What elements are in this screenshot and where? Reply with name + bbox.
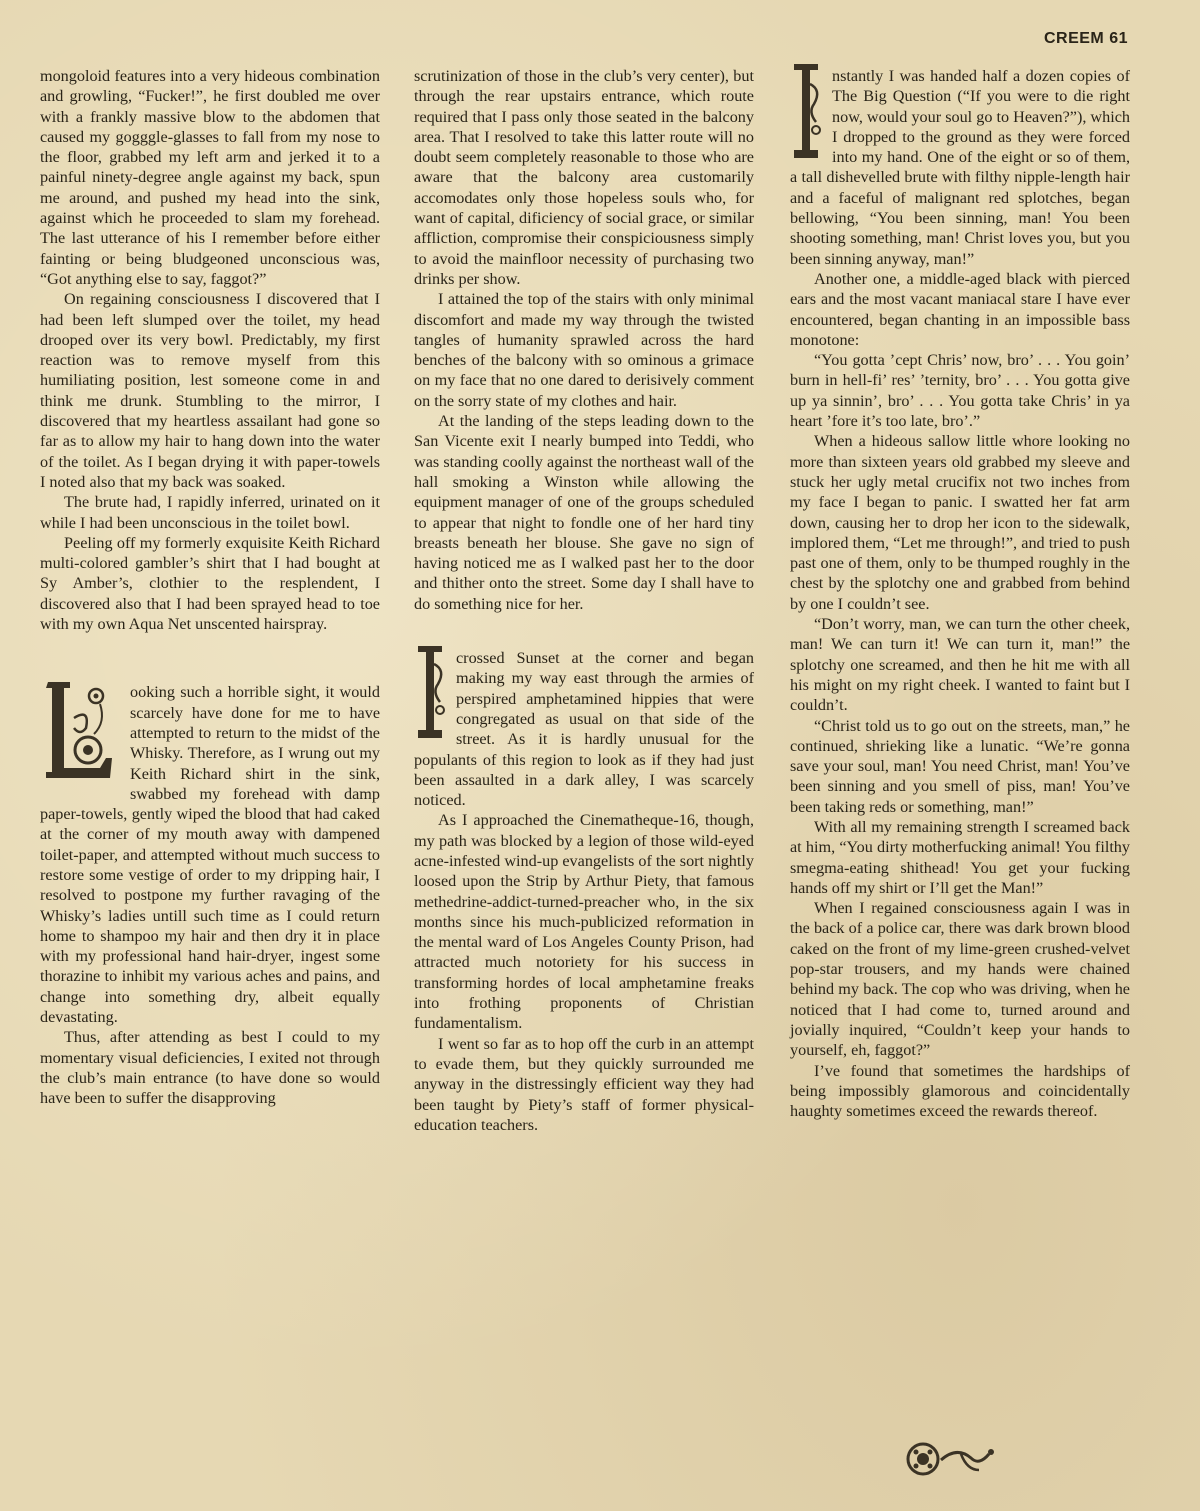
drop-cap-i-icon	[790, 62, 824, 160]
page-header: CREEM 61	[1043, 30, 1128, 47]
body-paragraph: Peeling off my formerly exquisite Keith Richard multi-colored gambler’s shirt that I had bought at Sy Amber’s, clothier to the resplendent, I discovered also that I had been sprayed head to toe with my own Aqua Net unscented hairspray.	[40, 533, 380, 634]
body-paragraph: “Christ told us to go out on the streets, man,” he continued, shrieking like a lunatic. “We’re gonna save your soul, man! You need Christ, man! You’ve been sinning and you smell of piss, man! You’ve been taking reds or something, man!”	[790, 716, 1130, 816]
lead-text: crossed Sunset at the corner and began making my way east through the armies of perspired amphetamined hippies that were congregated as usual on that side of the street. As it is hardly unusual for the populants of this region to look as if they had just been assaulted in a dark alley, I was scarcely noticed.	[414, 649, 754, 810]
body-paragraph: “Don’t worry, man, we can turn the other cheek, man! We can turn it! We can turn it, man!” the splotchy one screamed, and then he hit me with all his might on my right cheek. I wanted to faint but I couldn’t.	[790, 615, 1130, 715]
section-i-2	[414, 648, 754, 1135]
body-paragraph: When a hideous sallow little whore looking no more than sixteen years old grabbed my sleeve and stuck her ugly metal crucifix not two inches from my face I began to panic. I swatted her fat arm down, causing her to drop her icon to the sidewalk, implored them, “Let me through!”, and tried to push past one of them, only to be thumped roughly in the chest by the splotchy one and grabbed from behind by one I couldn’t see.	[790, 432, 1130, 613]
drop-cap-i-ornament	[414, 644, 448, 740]
body-paragraph: “You gotta ’cept Chris’ now, bro’ . . . You goin’ burn in hell-fi’ res’ ’ternity, bro’ . . . You gotta give up ya sinnin’, bro’ . . . You gotta take Chris’ in ya heart ’fore it’s too late, bro’.”	[790, 351, 1130, 431]
drop-cap-l-icon	[40, 678, 122, 786]
lead-text: ooking such a horrible sight, it would scarcely have done for me to have attempted to return to the midst of the Whisky. Therefore, as I wrung out my Keith Richard shirt in the sink, swabbed my forehead with damp paper-towels, gently wiped the blood that had caked at the corner of my mouth away with dampened toilet-paper, and attempted without much success to restore some vestige of order to my dripping hair, I resolved to postpone my further ravaging of the Whisky’s ladies untill such time as I could return home to shampoo my hair and then dry it in place with my professional hand hair-dryer, ingest some thorazine to inhibit my various aches and pains, and change into something dry, albeit equally devastating.	[40, 683, 380, 1027]
body-paragraph: scrutinization of those in the club’s very center), but through the rear upstairs entrance, which route required that I pass only those seated in the balcony area. That I resolved to take this latter route will no doubt seem completely reasonable to those who are aware that the balcony area customarily accomodates only those hopeless souls who, for want of capital, dificiency of social grace, or similar affliction, compromise their conspiciousness simply to avoid the mainfloor necessity of purchasing two drinks per show.	[414, 67, 754, 288]
body-paragraph: mongoloid features into a very hideous combination and growling, “Fucker!”, he first doubled me over with a frankly massive blow to the abdomen that caused my gogggle-glasses to fall from my nose to the floor, grabbed my left arm and jerked it to a painful ninety-degree angle against my back, spun me around, and pushed my head into the sink, against which he proceeded to slam my forehead. The last utterance of his I remember before either fainting or being bludgeoned unconscious was, “Got anything else to say, faggot?”	[40, 67, 380, 288]
body-paragraph: I’ve found that sometimes the hardships of being impossibly glamorous and coincidentally haughty sometimes exceed the rewards thereof.	[790, 1061, 1130, 1121]
section-lead-paragraph	[790, 66, 1130, 269]
column-2	[414, 66, 754, 1135]
column-1	[40, 66, 380, 1109]
drop-cap-i-ornament	[790, 62, 824, 160]
body-paragraph: When I regained consciousness again I was in the back of a police car, there was dark brown blood caked on the front of my lime-green crushed-velvet pop-star trousers, and my hands were chained behind my back. The cop who was driving, when he noticed that I had come to, turned around and jovially inquired, “Couldn’t keep your hands to yourself, eh, faggot?”	[790, 899, 1130, 1060]
body-paragraph: At the landing of the steps leading down to the San Vicente exit I nearly bumped into Teddi, who was standing coolly against the northeast wall of the hall smoking a Winston while allowing the equipment manager of one of the groups scheduled to appear that night to fondle one of her hard tiny breasts beneath her blouse. She gave no sign of having noticed me as I walked past her to the door and thither onto the street. Some day I shall have to do something nice for her.	[414, 412, 754, 613]
end-ornament-icon	[905, 1440, 997, 1478]
body-paragraph: The brute had, I rapidly inferred, urinated on it while I had been unconscious in the toilet bowl.	[40, 493, 380, 532]
body-paragraph: I went so far as to hop off the curb in an attempt to evade them, but they quickly surrounded me anyway in the distressingly efficient way they had been taught by Piety’s staff of former physical-education teachers.	[414, 1034, 754, 1134]
section-l	[40, 682, 380, 1108]
body-paragraph: On regaining consciousness I discovered that I had been left slumped over the toilet, my head drooped over its very bowl. Predictably, my first reaction was to remove myself from this humiliating position, lest someone come in and think me drunk. Stumbling to the mirror, I discovered that my heartless assailant had gone so far as to allow my hair to hang down into the water of the toilet. As I began drying it with paper-towels I noted also that my back was soaked.	[40, 290, 380, 491]
drop-cap-l-ornament	[40, 678, 122, 786]
column-3	[790, 66, 1130, 1121]
body-paragraph: Another one, a middle-aged black with pierced ears and the most vacant maniacal stare I have ever encountered, began chanting in an impossible bass monotone:	[790, 269, 1130, 349]
body-paragraph: Thus, after attending as best I could to my momentary visual deficiencies, I exited not through the club’s main entrance (to have done so would have been to suffer the disapproving	[40, 1028, 380, 1108]
lead-text: nstantly I was handed half a dozen copies of The Big Question (“If you were to die right now, would your soul go to Heaven?”), which I dropped to the ground as they were forced into my hand. One of the eight or so of them, a tall dishevelled brute with filthy nipple-length hair and a faceful of malignant red splotches, began bellowing, “You been sinning, man! You been shooting something, man! Christ loves you, but you been sinning anyway, man!”	[790, 67, 1130, 268]
body-paragraph: With all my remaining strength I screamed back at him, “You dirty motherfucking animal! You filthy smegma-eating shithead! You get your fucking hands off my shirt or I’ll get the Man!”	[790, 817, 1130, 897]
body-paragraph: I attained the top of the stairs with only minimal discomfort and made my way through the twisted tangles of humanity sprawled across the hard benches of the balcony with so ominous a grimace on my face that no one dared to derisively comment on the sorry state of my clothes and hair.	[414, 290, 754, 410]
section-lead-paragraph	[414, 648, 754, 810]
body-paragraph: As I approached the Cinematheque-16, though, my path was blocked by a legion of those wild-eyed acne-infested wind-up evangelists of the sort nightly loosed upon the Strip by Arthur Piety, that famous methedrine-addict-turned-preacher who, in the six months since his much-publicized reformation in the mental ward of Los Angeles County Prison, had attracted much notoriety for his success in transforming hordes of local amphetamine freaks into frothing proponents of Christian fundamentalism.	[414, 811, 754, 1033]
drop-cap-i-icon	[414, 644, 448, 740]
